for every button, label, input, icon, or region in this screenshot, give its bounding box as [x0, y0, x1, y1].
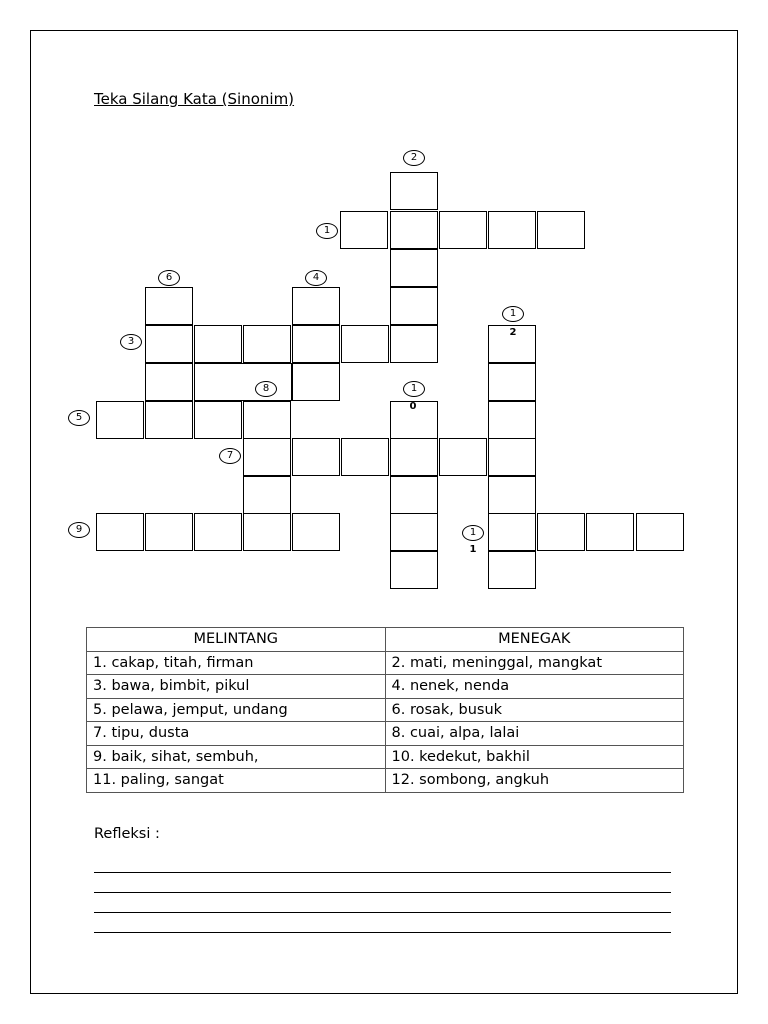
grid-cell[interactable]: [145, 287, 193, 325]
grid-cell[interactable]: [537, 211, 585, 249]
grid-cell[interactable]: [586, 513, 634, 551]
clue-across: 3. bawa, bimbit, pikul: [87, 675, 386, 699]
grid-cell[interactable]: [390, 172, 438, 210]
clue-marker-12-digit: 2: [509, 327, 517, 338]
grid-cell[interactable]: [292, 287, 340, 325]
clue-down: 4. nenek, nenda: [385, 675, 684, 699]
grid-cell[interactable]: [145, 513, 193, 551]
writing-line[interactable]: [94, 892, 671, 893]
clue-marker-10-digit: 0: [409, 401, 417, 412]
grid-cell[interactable]: [243, 513, 291, 551]
grid-cell[interactable]: [292, 438, 340, 476]
clue-across: 7. tipu, dusta: [87, 722, 386, 746]
grid-cell[interactable]: [488, 476, 536, 514]
clue-down: 2. mati, meninggal, mangkat: [385, 651, 684, 675]
grid-cell[interactable]: [488, 438, 536, 476]
grid-cell[interactable]: [488, 513, 536, 551]
header-across: MELINTANG: [87, 628, 386, 652]
grid-cell[interactable]: [96, 401, 144, 439]
clue-down: 10. kedekut, bakhil: [385, 745, 684, 769]
clue-marker-4: 4: [305, 270, 327, 286]
grid-cell[interactable]: [340, 211, 388, 249]
grid-cell[interactable]: [488, 211, 536, 249]
clue-down: 6. rosak, busuk: [385, 698, 684, 722]
grid-cell[interactable]: [488, 363, 536, 401]
clue-marker-11-digit: 1: [469, 544, 477, 555]
clues-table: [86, 627, 684, 793]
clue-marker-9: 9: [68, 522, 90, 538]
grid-cell[interactable]: [145, 363, 193, 401]
grid-cell[interactable]: [390, 476, 438, 514]
grid-cell[interactable]: [341, 325, 389, 363]
grid-cell[interactable]: [390, 249, 438, 287]
clue-marker-5: 5: [68, 410, 90, 426]
grid-cell[interactable]: [292, 513, 340, 551]
grid-cell[interactable]: [194, 513, 242, 551]
grid-cell[interactable]: [341, 438, 389, 476]
writing-line[interactable]: [94, 872, 671, 873]
clue-marker-7: 7: [219, 448, 241, 464]
grid-cell[interactable]: [145, 325, 193, 363]
clue-marker-11: 1: [462, 525, 484, 541]
grid-cell[interactable]: [243, 476, 291, 514]
grid-cell[interactable]: [439, 211, 487, 249]
clue-marker-12: 1: [502, 306, 524, 322]
clues-header-row: [87, 628, 684, 652]
grid-cell[interactable]: [488, 401, 536, 439]
grid-cell[interactable]: [439, 438, 487, 476]
clue-marker-8: 8: [255, 381, 277, 397]
table-row: [87, 722, 684, 746]
grid-cell[interactable]: [390, 211, 438, 249]
grid-cell[interactable]: [292, 325, 340, 363]
clue-across: 11. paling, sangat: [87, 769, 386, 793]
clue-across: 1. cakap, titah, firman: [87, 651, 386, 675]
clue-marker-6: 6: [158, 270, 180, 286]
grid-cell[interactable]: [243, 401, 291, 439]
grid-cell[interactable]: [292, 363, 340, 401]
grid-cell[interactable]: [390, 287, 438, 325]
grid-cell[interactable]: [145, 401, 193, 439]
table-row: [87, 675, 684, 699]
header-down: MENEGAK: [385, 628, 684, 652]
grid-cell[interactable]: [488, 551, 536, 589]
page-title: Teka Silang Kata (Sinonim): [94, 90, 295, 108]
clue-across: 9. baik, sihat, sembuh,: [87, 745, 386, 769]
grid-cell[interactable]: [243, 438, 291, 476]
grid-cell[interactable]: [390, 438, 438, 476]
grid-cell[interactable]: [96, 513, 144, 551]
writing-line[interactable]: [94, 932, 671, 933]
writing-line[interactable]: [94, 912, 671, 913]
clue-marker-2: 2: [403, 150, 425, 166]
table-row: [87, 651, 684, 675]
grid-cell[interactable]: [390, 325, 438, 363]
grid-cell[interactable]: [194, 363, 292, 401]
clue-down: 8. cuai, alpa, lalai: [385, 722, 684, 746]
grid-cell[interactable]: [194, 325, 242, 363]
table-row: [87, 745, 684, 769]
grid-cell[interactable]: [390, 513, 438, 551]
table-row: [87, 698, 684, 722]
clue-marker-3: 3: [120, 334, 142, 350]
grid-cell[interactable]: [243, 325, 291, 363]
clue-marker-1: 1: [316, 223, 338, 239]
clue-down: 12. sombong, angkuh: [385, 769, 684, 793]
table-row: [87, 769, 684, 793]
clue-marker-10: 1: [403, 381, 425, 397]
grid-cell[interactable]: [537, 513, 585, 551]
grid-cell[interactable]: [194, 401, 242, 439]
grid-cell[interactable]: [636, 513, 684, 551]
grid-cell[interactable]: [390, 551, 438, 589]
clue-across: 5. pelawa, jemput, undang: [87, 698, 386, 722]
reflection-label: Refleksi :: [94, 826, 160, 842]
